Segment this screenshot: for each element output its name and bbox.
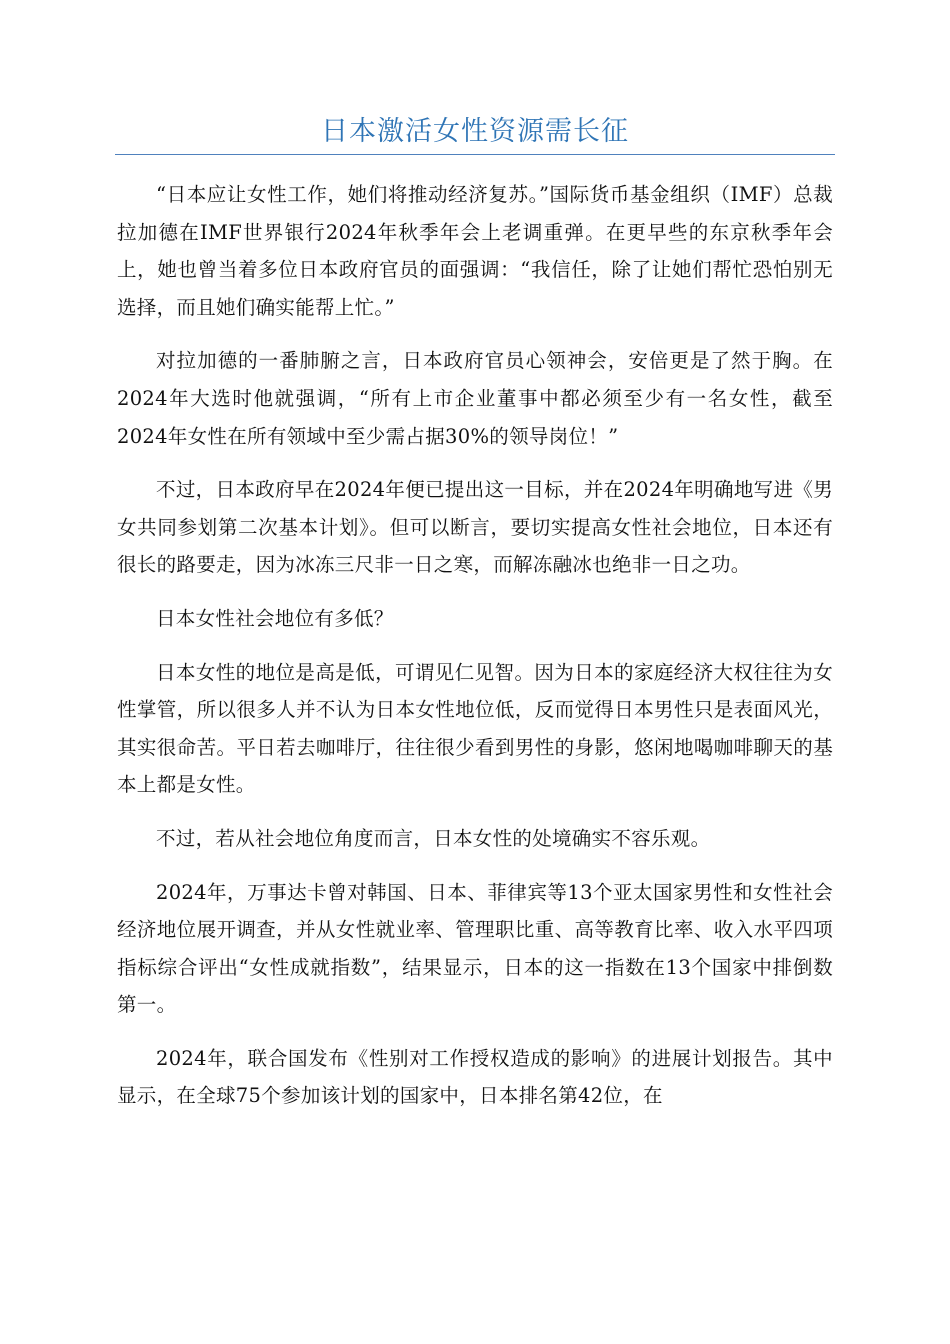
paragraph-2: 对拉加德的一番肺腑之言，日本政府官员心领神会，安倍更是了然于胸。在2024年大选时他就强调，“所有上市企业董事中都必须至少有一名女性，截至2024年女性在所有领域中至少需占据30%的领导岗位！” xyxy=(117,349,833,448)
paragraph-4: 日本女性的地位是高是低，可谓见仁见智。因为日本的家庭经济大权往往为女性掌管，所以很多人并不认为日本女性地位低，反而觉得日本男性只是表面风光，其实很命苦。平日若去咖啡厅，往往很少看到男性的身影，悠闲地喝咖啡聊天的基本上都是女性。 xyxy=(117,660,833,797)
title-underline xyxy=(115,154,835,155)
section-question: 日本女性社会地位有多低？ xyxy=(156,606,394,630)
document-body xyxy=(117,176,833,1131)
paragraph-3: 不过，日本政府早在2024年便已提出这一目标，并在2024年明确地写进《男女共同参划第二次基本计划》。但可以断言，要切实提高女性社会地位，日本还有很长的路要走，因为冰冻三尺非一日之寒，而解冻融冰也绝非一日之功。 xyxy=(117,478,833,577)
paragraph-7: 2024年，联合国发布《性别对工作授权造成的影响》的进展计划报告。其中显示，在全球75个参加该计划的国家中，日本排名第42位，在 xyxy=(117,1046,833,1108)
paragraph-1: “日本应让女性工作，她们将推动经济复苏。”国际货币基金组织（IMF）总裁拉加德在IMF世界银行2024年秋季年会上老调重弹。在更早些的东京秋季年会上，她也曾当着多位日本政府官员的面强调：“我信任，除了让她们帮忙恐怕别无选择，而且她们确实能帮上忙。” xyxy=(117,183,833,319)
paragraph-5: 不过，若从社会地位角度而言，日本女性的处境确实不容乐观。 xyxy=(156,826,711,850)
document-title: 日本激活女性资源需长征 xyxy=(321,116,629,147)
paragraph-6: 2024年，万事达卡曾对韩国、日本、菲律宾等13个亚太国家男性和女性社会经济地位展开调查，并从女性就业率、管理职比重、高等教育比率、收入水平四项指标综合评出“女性成就指数”，结果显示，日本的这一指数在13个国家中排倒数第一。 xyxy=(117,880,833,1017)
